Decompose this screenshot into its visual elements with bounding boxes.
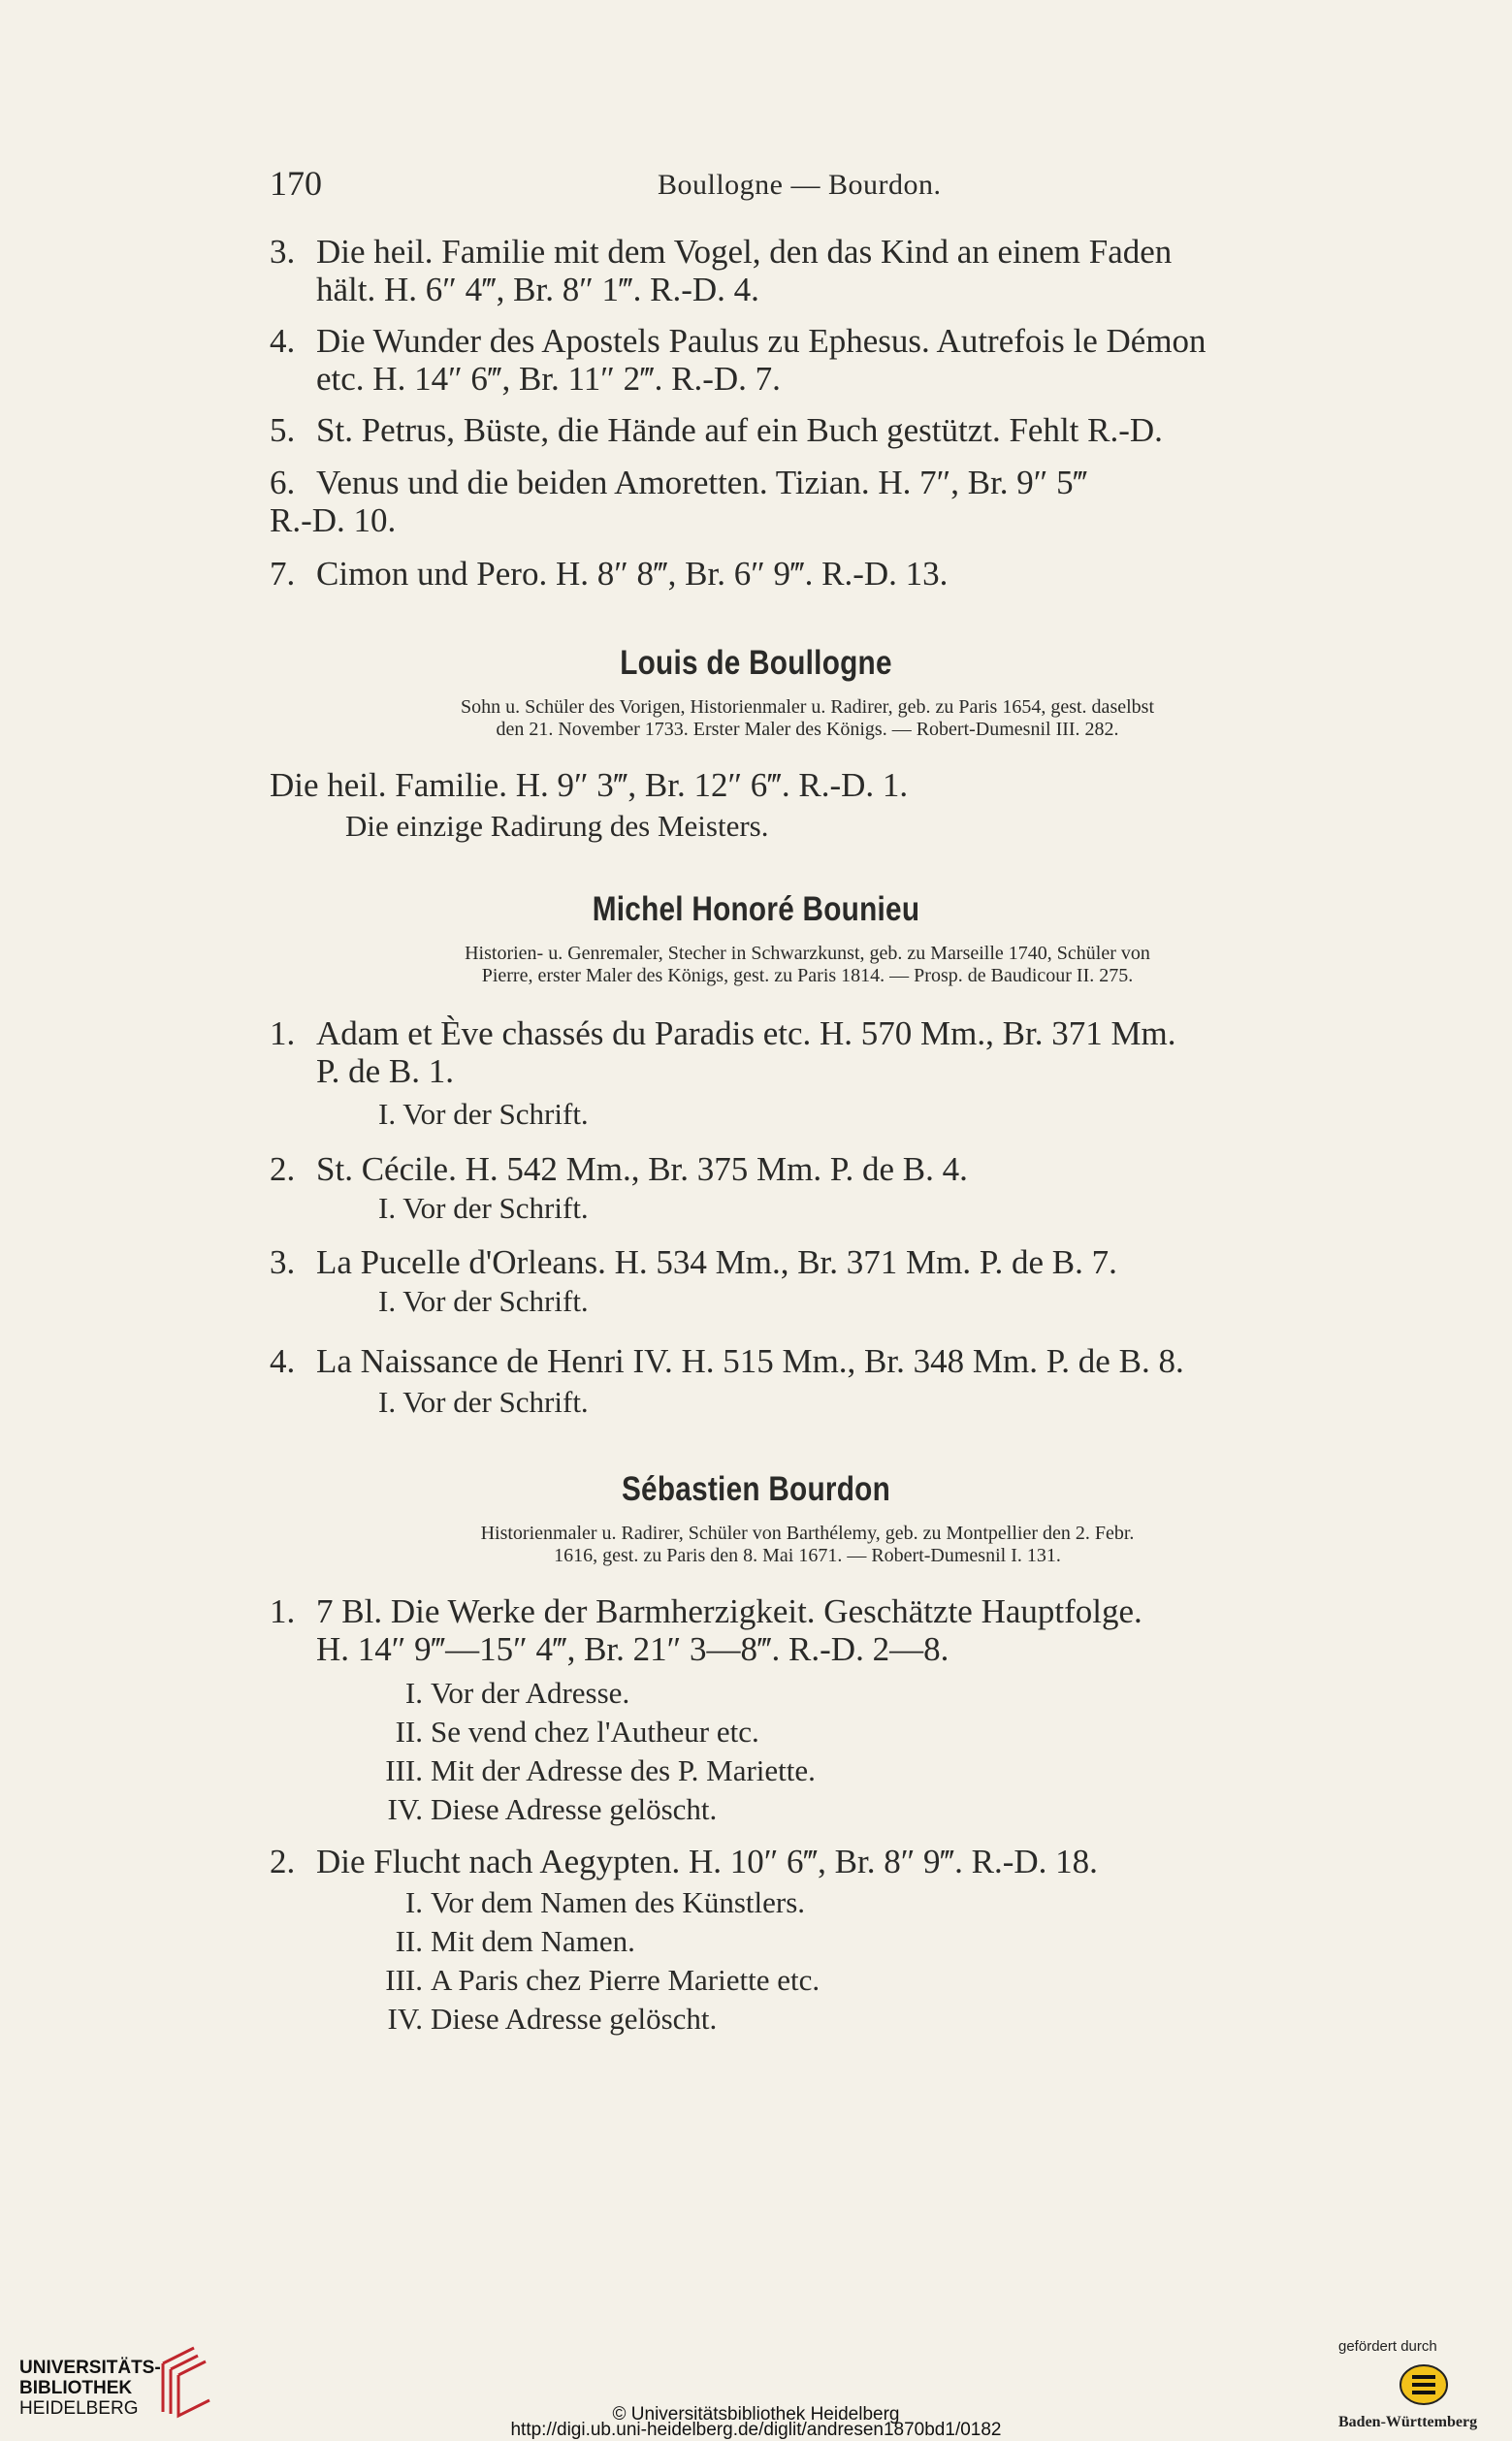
entry-text: La Pucelle d'Orleans. H. 534 Mm., Br. 371 Mm. P. de B. 7. — [316, 1243, 1117, 1281]
entry-number: 3. — [270, 1243, 296, 1281]
artist-bio-line: 1616, gest. zu Paris den 8. Mai 1671. — Robert-Dumesnil I. 131. — [554, 1545, 1061, 1566]
state-text: Diese Adresse gelöscht. — [431, 2002, 718, 2036]
entry-number: 3. — [270, 233, 296, 271]
entry-text-cont: R.-D. 10. — [270, 501, 397, 539]
state-line: I. Vor der Schrift. — [378, 1284, 589, 1318]
state-text: Se vend chez l'Autheur etc. — [431, 1715, 759, 1749]
entry-text-cont: H. 14″ 9‴—15″ 4‴, Br. 21″ 3—8‴. R.-D. 2—8. — [316, 1630, 949, 1668]
entry-text-cont: hält. H. 6″ 4‴, Br. 8″ 1‴. R.-D. 4. — [316, 271, 759, 308]
entry-text: La Naissance de Henri IV. H. 515 Mm., Br. 348 Mm. P. de B. 8. — [316, 1342, 1184, 1380]
state-line — [378, 1924, 635, 1959]
state-text: Vor dem Namen des Künstlers. — [431, 1885, 806, 1919]
page-number: 170 — [270, 164, 322, 203]
artist-bio-line: den 21. November 1733. Erster Maler des Königs. — Robert-Dumesnil III. 282. — [496, 719, 1119, 740]
entry-text: St. Petrus, Büste, die Hände auf ein Buch gestützt. Fehlt R.-D. — [316, 411, 1163, 449]
state-roman: IV. — [387, 1792, 423, 1826]
state-roman: IV. — [387, 2002, 423, 2036]
catalog-entry: Die heil. Familie. H. 9″ 3‴, Br. 12″ 6‴. R.-D. 1. — [270, 766, 909, 804]
entry-number: 4. — [270, 322, 296, 360]
state-line — [378, 1963, 820, 1998]
state-line — [378, 1792, 717, 1827]
library-name-line: BIBLIOTHEK — [19, 2378, 133, 2398]
entry-number: 1. — [270, 1592, 296, 1630]
state-line: I. Vor der Schrift. — [378, 1385, 589, 1419]
sponsor-name: Baden-Württemberg — [1338, 2414, 1478, 2430]
entry-number: 1. — [270, 1014, 296, 1052]
state-line: I. Vor der Schrift. — [378, 1097, 589, 1131]
entry-number: 5. — [270, 411, 296, 449]
state-text: Mit der Adresse des P. Mariette. — [431, 1753, 816, 1787]
state-line — [378, 1753, 816, 1788]
state-line — [378, 1885, 805, 1920]
entry-text: Die Wunder des Apostels Paulus zu Ephesus. Autrefois le Démon — [316, 322, 1206, 360]
state-text: Mit dem Namen. — [431, 1924, 635, 1958]
artist-heading-michel: Michel Honoré Bounieu — [592, 890, 920, 928]
entry-number: 4. — [270, 1342, 296, 1380]
state-text: Vor der Adresse. — [431, 1676, 630, 1710]
catalog-entry — [270, 1843, 1351, 1880]
catalog-entry — [270, 1150, 1351, 1188]
state-line — [378, 1715, 759, 1750]
entry-note: Die einzige Radirung des Meisters. — [345, 809, 769, 843]
artist-bio-line: Historien- u. Genremaler, Stecher in Schwarzkunst, geb. zu Marseille 1740, Schüler von — [465, 943, 1150, 964]
footer-bar — [0, 2323, 1512, 2441]
entry-text-cont: P. de B. 1. — [316, 1052, 454, 1090]
entry-text: Adam et Ève chassés du Paradis etc. H. 570 Mm., Br. 371 Mm. — [316, 1014, 1176, 1052]
state-roman: II. — [395, 1924, 423, 1958]
sponsor-label: gefördert durch — [1338, 2338, 1437, 2355]
catalog-entry — [270, 1243, 1351, 1281]
entry-text: Die Flucht nach Aegypten. H. 10″ 6‴, Br. 8″ 9‴. R.-D. 18. — [316, 1843, 1098, 1880]
entry-text: Cimon und Pero. H. 8″ 8‴, Br. 6″ 9‴. R.-D. 13. — [316, 555, 949, 593]
state-line — [378, 1676, 629, 1711]
state-roman: III. — [385, 1963, 423, 1997]
library-name-line: HEIDELBERG — [19, 2398, 139, 2419]
running-title: Boullogne — Bourdon. — [658, 169, 942, 201]
artist-heading-sebastien: Sébastien Bourdon — [621, 1470, 891, 1508]
catalog-entry — [270, 411, 1351, 449]
catalog-entry — [270, 233, 1351, 308]
state-roman: III. — [385, 1753, 423, 1787]
entry-text: 7 Bl. Die Werke der Barmherzigkeit. Geschätzte Hauptfolge. — [316, 1592, 1142, 1630]
state-text: Diese Adresse gelöscht. — [431, 1792, 718, 1826]
catalog-entry — [270, 555, 1351, 593]
catalog-entry — [270, 1342, 1351, 1380]
artist-bio-line: Sohn u. Schüler des Vorigen, Historienmaler u. Radirer, geb. zu Paris 1654, gest. daselbst — [460, 696, 1154, 718]
artist-bio-line: Pierre, erster Maler des Königs, gest. zu Paris 1814. — Prosp. de Baudicour II. 275. — [481, 965, 1134, 986]
entry-text: Die heil. Familie mit dem Vogel, den das Kind an einem Faden — [316, 233, 1173, 271]
entry-number: 2. — [270, 1843, 296, 1880]
catalog-entry — [270, 1014, 1351, 1090]
entry-text: Venus und die beiden Amoretten. Tizian. H. 7″, Br. 9″ 5‴ — [316, 464, 1088, 501]
entry-number: 7. — [270, 555, 296, 593]
state-roman: I. — [404, 1676, 423, 1710]
state-text: A Paris chez Pierre Mariette etc. — [431, 1963, 820, 1997]
catalog-entry — [270, 1592, 1351, 1668]
catalog-entry — [270, 464, 1351, 539]
catalog-entry — [270, 322, 1351, 398]
entry-text-cont: etc. H. 14″ 6‴, Br. 11″ 2‴. R.-D. 7. — [316, 360, 781, 398]
artist-heading-louis: Louis de Boullogne — [620, 644, 892, 682]
copyright-text: © Universitätsbibliothek Heidelberg — [612, 2404, 900, 2425]
entry-number: 6. — [270, 464, 296, 501]
state-line: I. Vor der Schrift. — [378, 1191, 589, 1225]
entry-text: St. Cécile. H. 542 Mm., Br. 375 Mm. P. de B. 4. — [316, 1150, 968, 1188]
page-header — [270, 163, 963, 211]
entry-number: 2. — [270, 1150, 296, 1188]
artist-bio-line: Historienmaler u. Radirer, Schüler von Barthélemy, geb. zu Montpellier den 2. Febr. — [480, 1523, 1135, 1544]
state-roman: II. — [395, 1715, 423, 1749]
state-line — [378, 2002, 717, 2037]
state-roman: I. — [404, 1885, 423, 1919]
source-url-link[interactable]: http://digi.ub.uni-heidelberg.de/diglit/andresen1870bd1/0182 — [510, 2420, 1002, 2440]
library-name-line: UNIVERSITÄTS- — [19, 2358, 161, 2378]
state-coat-of-arms-icon — [1399, 2363, 1449, 2406]
